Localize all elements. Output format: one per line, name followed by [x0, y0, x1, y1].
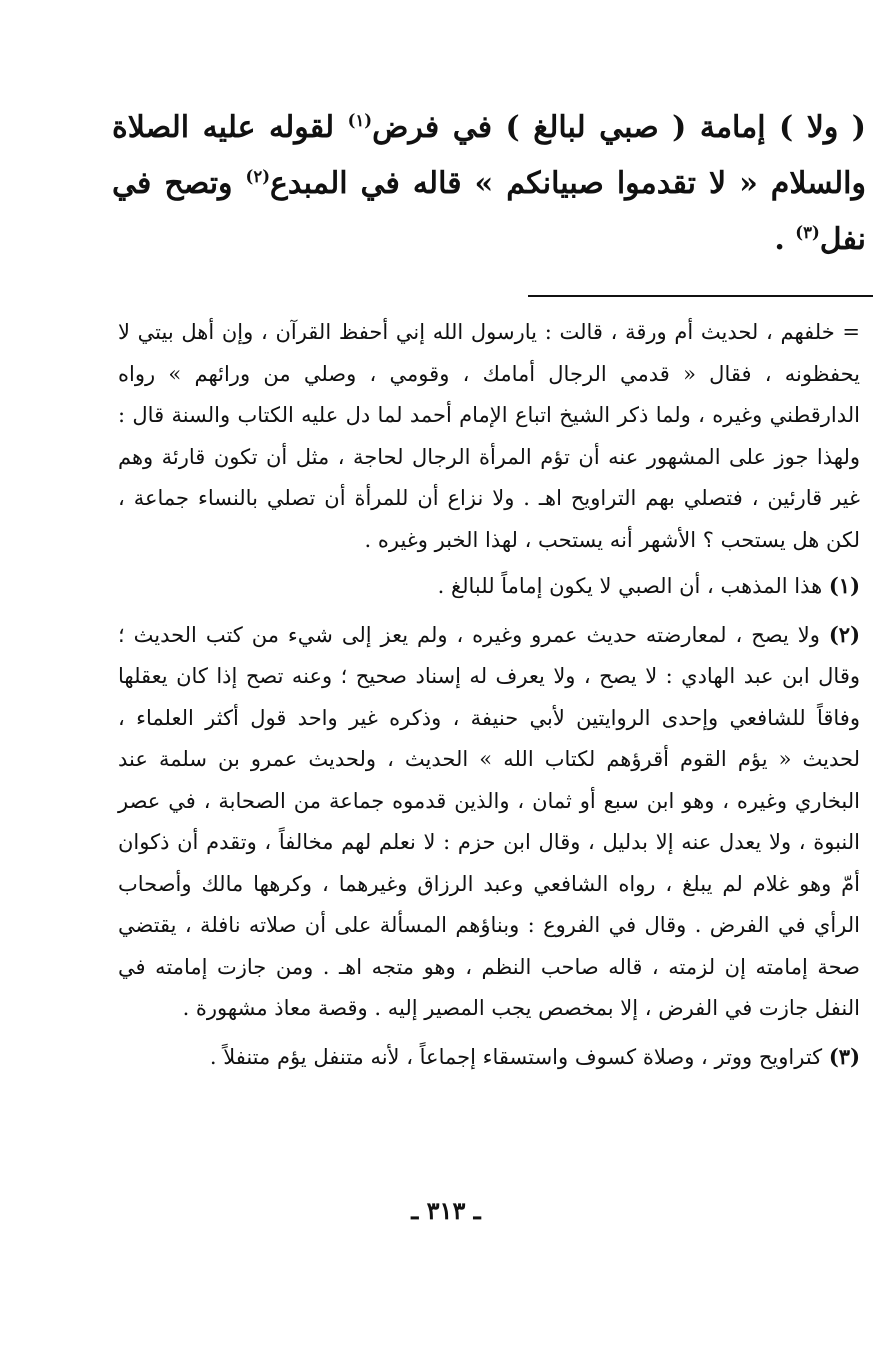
main-text-part-4: .	[774, 222, 796, 257]
footnotes-section	[118, 312, 860, 1084]
page-number: ـ ٣١٣ ـ	[411, 1196, 481, 1225]
footnote-3-text: كتراويح ووتر ، وصلاة كسوف واستسقاء إجماعاً ، لأنه متنفل يؤم متنفلاً .	[209, 1044, 829, 1069]
footnote-2-text: ولا يصح ، لمعارضته حديث عمرو وغيره ، ولم يعز إلى شيء من كتب الحديث ؛ وقال ابن عبد الهادي : لا يصح ، ولا يعرف له إسناد صحيح ؛ وعنه تصح إذا كان يعقلها وفاقاً للشافعي وإحدى الروايتين لأبي حنيفة ، وذكره غير واحد قول أكثر العلماء ، لحديث « يؤم القوم أقرؤهم لكتاب الله » الحديث ، ولحديث عمرو بن سلمة عند البخاري وغيره ، وهو ابن سبع أو ثمان ، والذين قدموه جماعة من الصحابة ، في عصر النبوة ، ولا يعدل عنه إلا بدليل ، وقال ابن حزم : لا نعلم لهم مخالفاً ، وتقدم أن ذكوان أمّ وهو غلام لم يبلغ ، رواه الشافعي وعبد الرزاق وغيرهما ، وكرهها مالك وأصحاب الرأي في الفرض . وقال في الفروع : وبناؤهم المسألة على أن صلاته نافلة ، يقتضي صحة إمامته إن لزمته ، قاله صاحب النظم ، وهو متجه اهـ . ومن جازت إمامته في النفل جازت في الفرض ، إلا بمخصص يجب المصير إليه . وقصة معاذ مشهورة .	[118, 622, 860, 1020]
footnote-1-text: هذا المذهب ، أن الصبي لا يكون إماماً للبالغ .	[437, 574, 829, 598]
footnote-2-number: (٢)	[828, 621, 860, 647]
footnote-continuation: = خلفهم ، لحديث أم ورقة ، قالت : يارسول الله إني أحفظ القرآن ، وإن أهل بيتي لا يحفظونه ، فقال « قدمي الرجال أمامك ، وقومي ، وصلي من ورائهم » رواه الدارقطني وغيره ، ولما ذكر الشيخ اتباع الإمام أحمد لما دل عليه الكتاب والسنة قال : ولهذا جوز على المشهور عنه أن تؤم المرأة الرجال لحاجة ، مثل أن تكون قارئة وهم غير قارئين ، فتصلي بهم التراويح اهـ . ولا نزاع أن للمرأة أن تصلي بالنساء جماعة ، لكن هل يستحب ؟ الأشهر أنه يستحب ، لهذا الخبر وغيره .	[118, 320, 860, 552]
footnote-1-number: (١)	[828, 573, 860, 598]
footnote-ref-3: (٣)	[795, 223, 820, 242]
footnote-ref-1: (١)	[347, 111, 373, 130]
footnote-2	[118, 614, 860, 1030]
main-text-part-3: وتصح في نفل	[112, 166, 866, 257]
footnote-ref-2: (٢)	[245, 167, 271, 186]
main-text-part-2: لقوله عليه الصلاة والسلام « لا تقدموا صبيانكم » قاله في المبدع	[112, 110, 867, 201]
footnote-divider	[528, 295, 873, 297]
footnote-3	[118, 1036, 860, 1079]
main-text-part-1: ( ولا ) إمامة ( صبي لبالغ ) في فرض	[372, 110, 866, 145]
main-text	[112, 100, 866, 268]
footnote-1	[118, 565, 860, 608]
footnote-3-number: (٣)	[828, 1043, 860, 1069]
